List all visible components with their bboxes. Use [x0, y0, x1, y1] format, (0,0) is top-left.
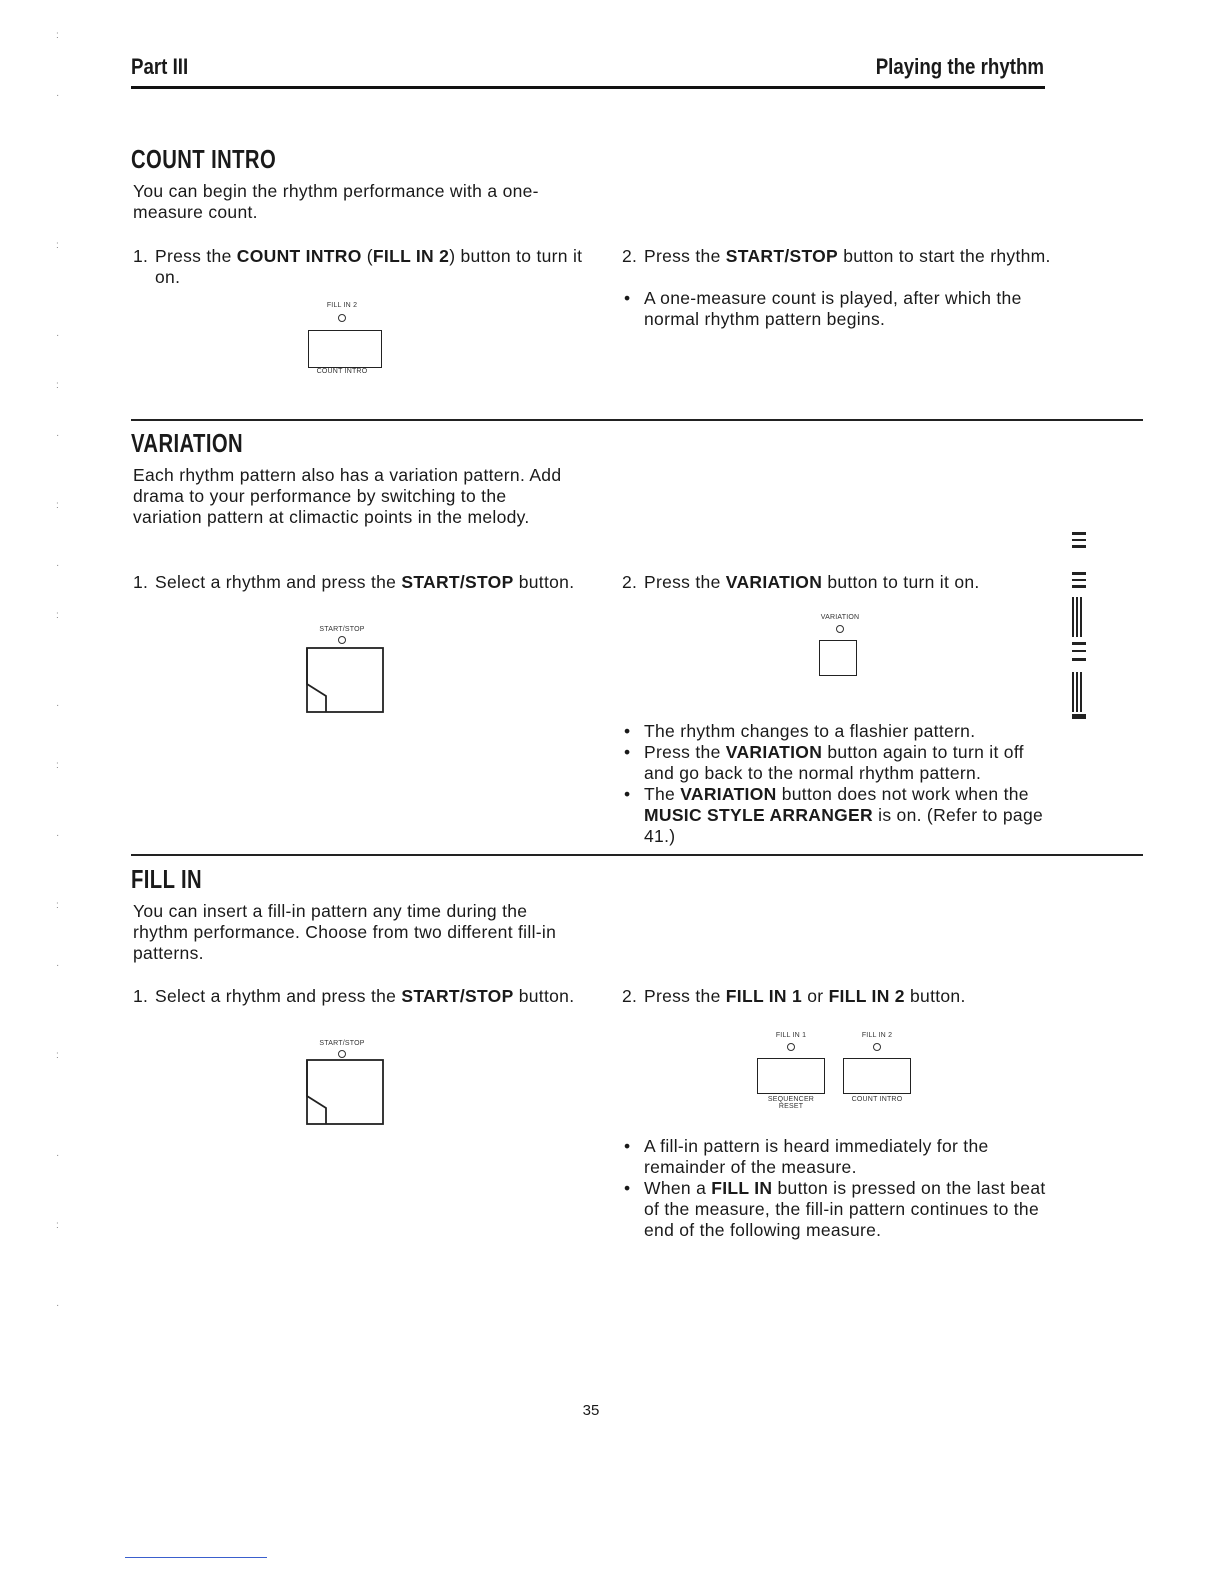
- fill-in-intro: You can insert a fill-in pattern any time during the rhythm performance. Choose from two different fill-in patterns.: [133, 901, 557, 963]
- fill-in-step-2: [622, 986, 1074, 1007]
- count-intro-step-2: [622, 246, 1074, 267]
- step-bold: FILL IN 1: [725, 986, 803, 1006]
- step-text: button to start the rhythm.: [838, 246, 1051, 266]
- bullet-text: is on. (Refer to page 41.): [644, 805, 1044, 846]
- count-intro-bullets: [622, 288, 1052, 330]
- bullet-bold: VARIATION: [680, 784, 777, 804]
- count-intro-label: COUNT INTRO: [851, 1096, 903, 1103]
- section-title-count-intro: COUNT INTRO: [131, 144, 277, 174]
- bullet-text: When a: [644, 1178, 712, 1198]
- step-text: Press the: [644, 986, 726, 1006]
- step-number: 2.: [622, 246, 638, 266]
- fill-in-2-label: FILL IN 2: [861, 1032, 893, 1039]
- fill-in-1-label: FILL IN 1: [775, 1032, 807, 1039]
- step-bold: FILL IN 2: [828, 986, 905, 1006]
- count-intro-label: COUNT INTRO: [316, 368, 368, 375]
- led-indicator: [787, 1043, 795, 1051]
- step-text: (: [361, 246, 373, 266]
- section-divider: [131, 854, 1143, 856]
- step-bold: FILL IN 2: [372, 246, 450, 266]
- count-intro-intro: You can begin the rhythm performance with a one-measure count.: [133, 181, 539, 222]
- step-text: button to turn it on.: [822, 572, 980, 592]
- scan-bar-marks: [1068, 532, 1100, 722]
- variation-intro: Each rhythm pattern also has a variation pattern. Add drama to your performance by switching to the variation pattern at climactic points in the melody.: [133, 465, 562, 527]
- step-bold: START/STOP: [401, 572, 514, 592]
- step-bold: COUNT INTRO: [236, 246, 362, 266]
- step-number: 2.: [622, 986, 638, 1006]
- step-bold: START/STOP: [401, 986, 514, 1006]
- footer-rule: [125, 1557, 267, 1558]
- step-text: button.: [513, 986, 575, 1006]
- bullet-item: • A fill-in pattern is heard immediately for the remainder of the measure.: [622, 1136, 1052, 1178]
- fill-in-2-label: FILL IN 2: [326, 302, 358, 309]
- bullet-bold: FILL IN: [711, 1178, 773, 1198]
- fill-in-1-button: [757, 1058, 825, 1094]
- step-text: ) button to turn it on.: [155, 246, 583, 287]
- section-title-fill-in: FILL IN: [131, 864, 203, 894]
- fill-in-2-button: [843, 1058, 911, 1094]
- step-number: 1.: [133, 572, 149, 592]
- section-divider: [131, 419, 1143, 421]
- bullet-text: button again to turn it off and go back to the normal rhythm pattern.: [644, 742, 1024, 783]
- led-indicator: [338, 636, 346, 644]
- step-text: Press the: [644, 572, 726, 592]
- bullet-bold: MUSIC STYLE ARRANGER: [644, 805, 873, 825]
- bullet-text: Press the: [644, 742, 726, 762]
- fill-in-step-1: [133, 986, 585, 1007]
- step-text: Press the: [155, 246, 237, 266]
- count-intro-button-figure: [300, 302, 390, 382]
- bullet-item: • A one-measure count is played, after which the normal rhythm pattern begins.: [622, 288, 1052, 330]
- count-intro-step-1: [133, 246, 585, 288]
- step-text: or: [802, 986, 829, 1006]
- bullet-item: [622, 742, 1052, 784]
- start-stop-label: START/STOP: [319, 1040, 365, 1047]
- step-number: 1.: [133, 246, 149, 266]
- part-label: Part III: [131, 54, 189, 79]
- step-number: 2.: [622, 572, 638, 592]
- header-rule: [131, 86, 1045, 89]
- bullet-item: [622, 784, 1052, 847]
- step-text: Select a rhythm and press the: [155, 986, 402, 1006]
- led-indicator: [873, 1043, 881, 1051]
- page-number: 35: [582, 1402, 600, 1419]
- chapter-title: Playing the rhythm: [875, 54, 1044, 79]
- step-number: 1.: [133, 986, 149, 1006]
- variation-bullets: [622, 721, 1052, 847]
- led-indicator: [338, 314, 346, 322]
- variation-button-figure: [800, 614, 880, 684]
- section-title-variation: VARIATION: [131, 428, 244, 458]
- bullet-text: The: [644, 784, 681, 804]
- variation-step-2: [622, 572, 1074, 593]
- start-stop-button-figure: [300, 626, 390, 716]
- fill-in-bullets: [622, 1136, 1052, 1241]
- bullet-text: button does not work when the: [776, 784, 1029, 804]
- step-text: Press the: [644, 246, 726, 266]
- start-stop-button: [300, 646, 390, 716]
- step-text: button.: [513, 572, 575, 592]
- variation-button: [819, 640, 857, 676]
- bullet-item: [622, 1178, 1052, 1241]
- count-intro-button: [308, 330, 382, 368]
- start-stop-button-figure: [300, 1040, 390, 1130]
- margin-scan-marks: : · : · : · : · : · : · : · : · : ·: [56, 30, 60, 1311]
- start-stop-button: [300, 1058, 390, 1128]
- bullet-text: button is pressed on the last beat of the measure, the fill-in pattern continues to the end of the following measure.: [644, 1178, 1046, 1240]
- step-bold: VARIATION: [725, 572, 823, 592]
- start-stop-label: START/STOP: [319, 626, 365, 633]
- sequencer-reset-label: SEQUENCER RESET: [767, 1096, 815, 1110]
- step-text: Select a rhythm and press the: [155, 572, 402, 592]
- bullet-item: • The rhythm changes to a flashier pattern.: [622, 721, 1052, 742]
- variation-label: VARIATION: [820, 614, 860, 621]
- fill-in-buttons-figure: [755, 1032, 925, 1108]
- bullet-bold: VARIATION: [725, 742, 823, 762]
- step-bold: START/STOP: [725, 246, 839, 266]
- led-indicator: [836, 625, 844, 633]
- led-indicator: [338, 1050, 346, 1058]
- step-text: button.: [904, 986, 966, 1006]
- variation-step-1: [133, 572, 585, 593]
